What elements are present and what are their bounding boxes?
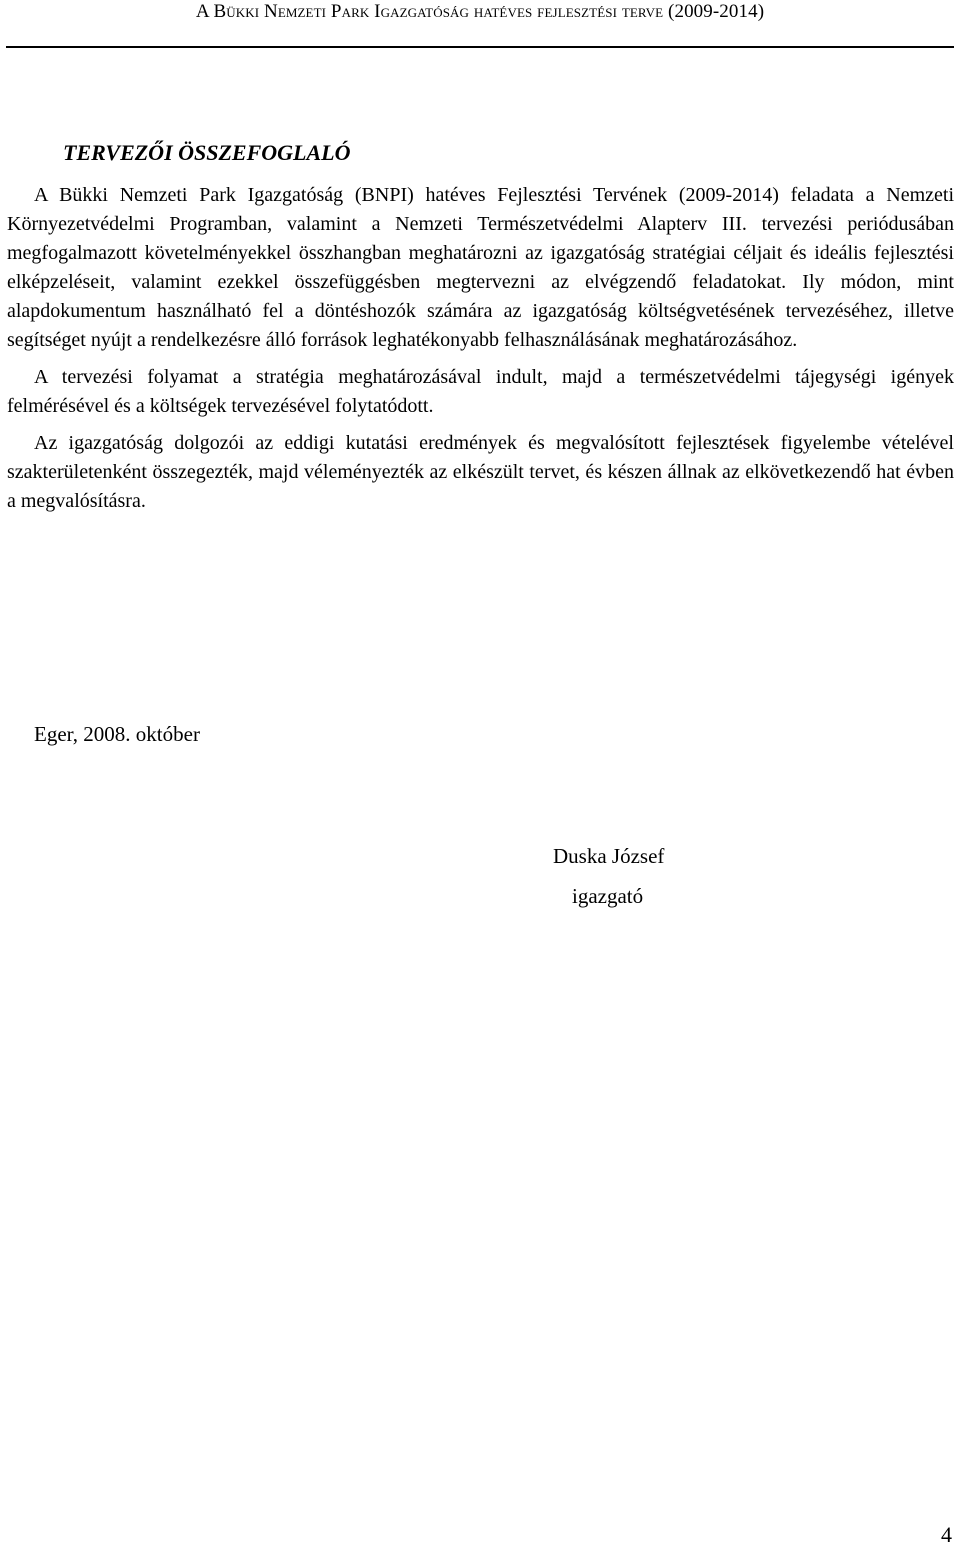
place-date: Eger, 2008. október — [34, 722, 200, 746]
body-text — [7, 181, 954, 516]
paragraph-2: A tervezési folyamat a stratégia meghatározásával indult, majd a természetvédelmi tájegységi igények felmérésével és a költségek tervezésével folytatódott. — [7, 366, 954, 417]
header-rule — [6, 46, 954, 48]
section-title: TERVEZŐI ÖSSZEFOGLALÓ — [63, 140, 351, 165]
signer-name: Duska József — [553, 844, 665, 868]
signer-role: igazgató — [572, 884, 644, 908]
running-header-title: A Bükki Nemzeti Park Igazgatóság hatéves fejlesztési terve (2009-2014) — [195, 1, 765, 22]
paragraph-1: A Bükki Nemzeti Park Igazgatóság (BNPI) hatéves Fejlesztési Tervének (2009-2014) feladata a Nemzeti Környezetvédelmi Programban, valamint a Nemzeti Természetvédelmi Alapterv III. tervezési periódusában megfogalmazott követelményekkel összhangban meghatározni az igazgatóság stratégiai céljait és ideális fejlesztési elképzeléseit, valamint ezekkel összefüggésben megtervezni az elvégzendő feladatokat. Ily módon, mint alapdokumentum használható fel a döntéshozók számára az igazgatóság költségvetésének tervezéséhez, illetve segítséget nyújt a rendelkezésre álló források leghatékonyabb felhasználásának meghatározásához. — [7, 184, 954, 351]
paragraph-3: Az igazgatóság dolgozói az eddigi kutatási eredmények és megvalósított fejlesztések figyelembe vételével szakterületenként összegezték, majd véleményezték az elkészült tervet, és készen állnak az elkövetkezendő hat évben a megvalósításra. — [7, 432, 954, 512]
page-number: 4 — [941, 1522, 952, 1547]
running-header — [0, 0, 960, 48]
